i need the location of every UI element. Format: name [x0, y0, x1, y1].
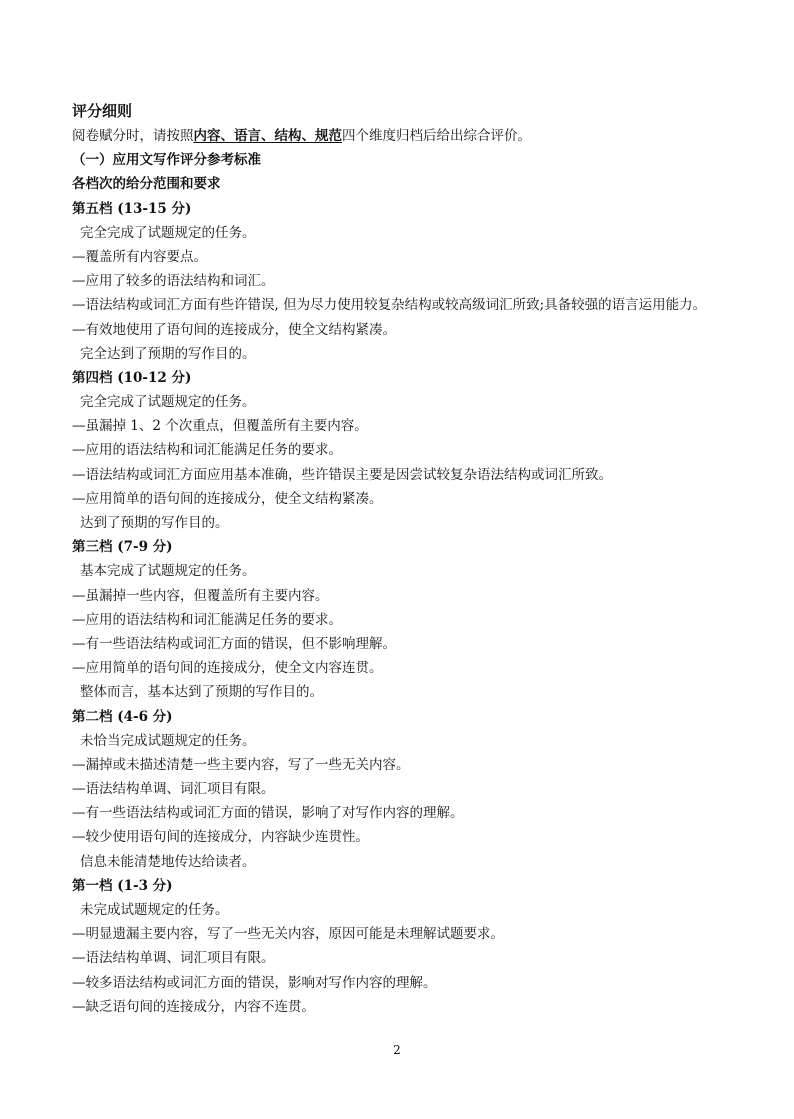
criterion-item: —较多语法结构或词汇方面的错误，影响对写作内容的理解。: [72, 974, 437, 991]
tier-title: 第一档 (1-3 分): [72, 877, 173, 894]
tier-summary: 基本完成了试题规定的任务。: [80, 563, 256, 580]
criterion-item: —有一些语法结构或词汇方面的错误，影响了对写作内容的理解。: [72, 805, 464, 822]
keyword-sep-1: 、: [220, 128, 234, 144]
criterion-item: —语法结构单调、词汇项目有限。: [72, 781, 275, 798]
tier-summary: 达到了预期的写作目的。: [80, 515, 229, 531]
keyword-sep-3: 、: [301, 128, 315, 144]
keyword-sep-2: 、: [261, 128, 275, 144]
criterion-item: —漏掉或未描述清楚一些主要内容，写了一些无关内容。: [72, 756, 410, 773]
tier-summary: 完全完成了试题规定的任务。: [80, 394, 256, 411]
criterion-item: —应用的语法结构和词汇能满足任务的要求。: [72, 442, 342, 459]
intro-after: 四个维度归档后给出综合评价。: [342, 128, 531, 144]
criterion-item: —语法结构或词汇方面有些许错误, 但为尽力使用较复杂结构或较高级词汇所致;具备较强的语言运用能力。: [72, 297, 707, 314]
criterion-item: —虽漏掉 1、2 个次重点，但覆盖所有主要内容。: [72, 418, 368, 435]
criterion-item: —较少使用语句间的连接成分，内容缺少连贯性。: [72, 829, 369, 846]
tier-summary: 未完成试题规定的任务。: [80, 902, 229, 918]
heading: 评分细则: [72, 102, 133, 120]
criterion-item: —有效地使用了语句间的连接成分，使全文结构紧凑。: [72, 321, 396, 338]
tier-title: 第四档 (10-12 分): [72, 369, 192, 386]
keyword-content: 内容: [193, 128, 221, 144]
tier-summary: 完全完成了试题规定的任务。: [80, 224, 256, 241]
intro-before: 阅卷赋分时，请按照: [72, 128, 194, 144]
tier-title: 第五档 (13-15 分): [72, 200, 192, 217]
page-number: 2: [393, 1043, 401, 1057]
criterion-item: —语法结构或词汇方面应用基本准确，些许错误主要是因尝试较复杂语法结构或词汇所致。: [72, 466, 612, 483]
keyword-norms: 规范: [315, 128, 342, 144]
criterion-item: —覆盖所有内容要点。: [72, 248, 207, 265]
section-title: （一）应用文写作评分参考标准: [72, 152, 261, 169]
criterion-item: —应用简单的语句间的连接成分，使全文内容连贯。: [72, 660, 383, 677]
tier-summary: 未恰当完成试题规定的任务。: [80, 732, 256, 749]
tier-list: [72, 197, 732, 1019]
subsection-title: 各档次的给分范围和要求: [72, 176, 221, 193]
criterion-item: —缺乏语句间的连接成分，内容不连贯。: [72, 998, 315, 1015]
criterion-item: —应用了较多的语法结构和词汇。: [72, 273, 275, 290]
criterion-item: —虽漏掉一些内容，但覆盖所有主要内容。: [72, 587, 329, 604]
criterion-item: —语法结构单调、词汇项目有限。: [72, 950, 275, 967]
tier-summary: 完全达到了预期的写作目的。: [80, 345, 256, 362]
tier-title: 第二档 (4-6 分): [72, 708, 173, 725]
tier-summary: 信息未能清楚地传达给读者。: [80, 853, 256, 870]
tier-title: 第三档 (7-9 分): [72, 539, 173, 556]
criterion-item: —有一些语法结构或词汇方面的错误，但不影响理解。: [72, 635, 396, 652]
criterion-item: —应用简单的语句间的连接成分，使全文结构紧凑。: [72, 490, 383, 507]
keyword-structure: 结构: [274, 128, 302, 144]
keyword-language: 语言: [234, 128, 261, 144]
criterion-item: —明显遗漏主要内容，写了一些无关内容，原因可能是未理解试题要求。: [72, 926, 504, 943]
document-page: [72, 98, 732, 1019]
tier-summary: 整体而言，基本达到了预期的写作目的。: [80, 684, 323, 701]
intro-paragraph: [72, 124, 732, 148]
criterion-item: —应用的语法结构和词汇能满足任务的要求。: [72, 611, 342, 628]
